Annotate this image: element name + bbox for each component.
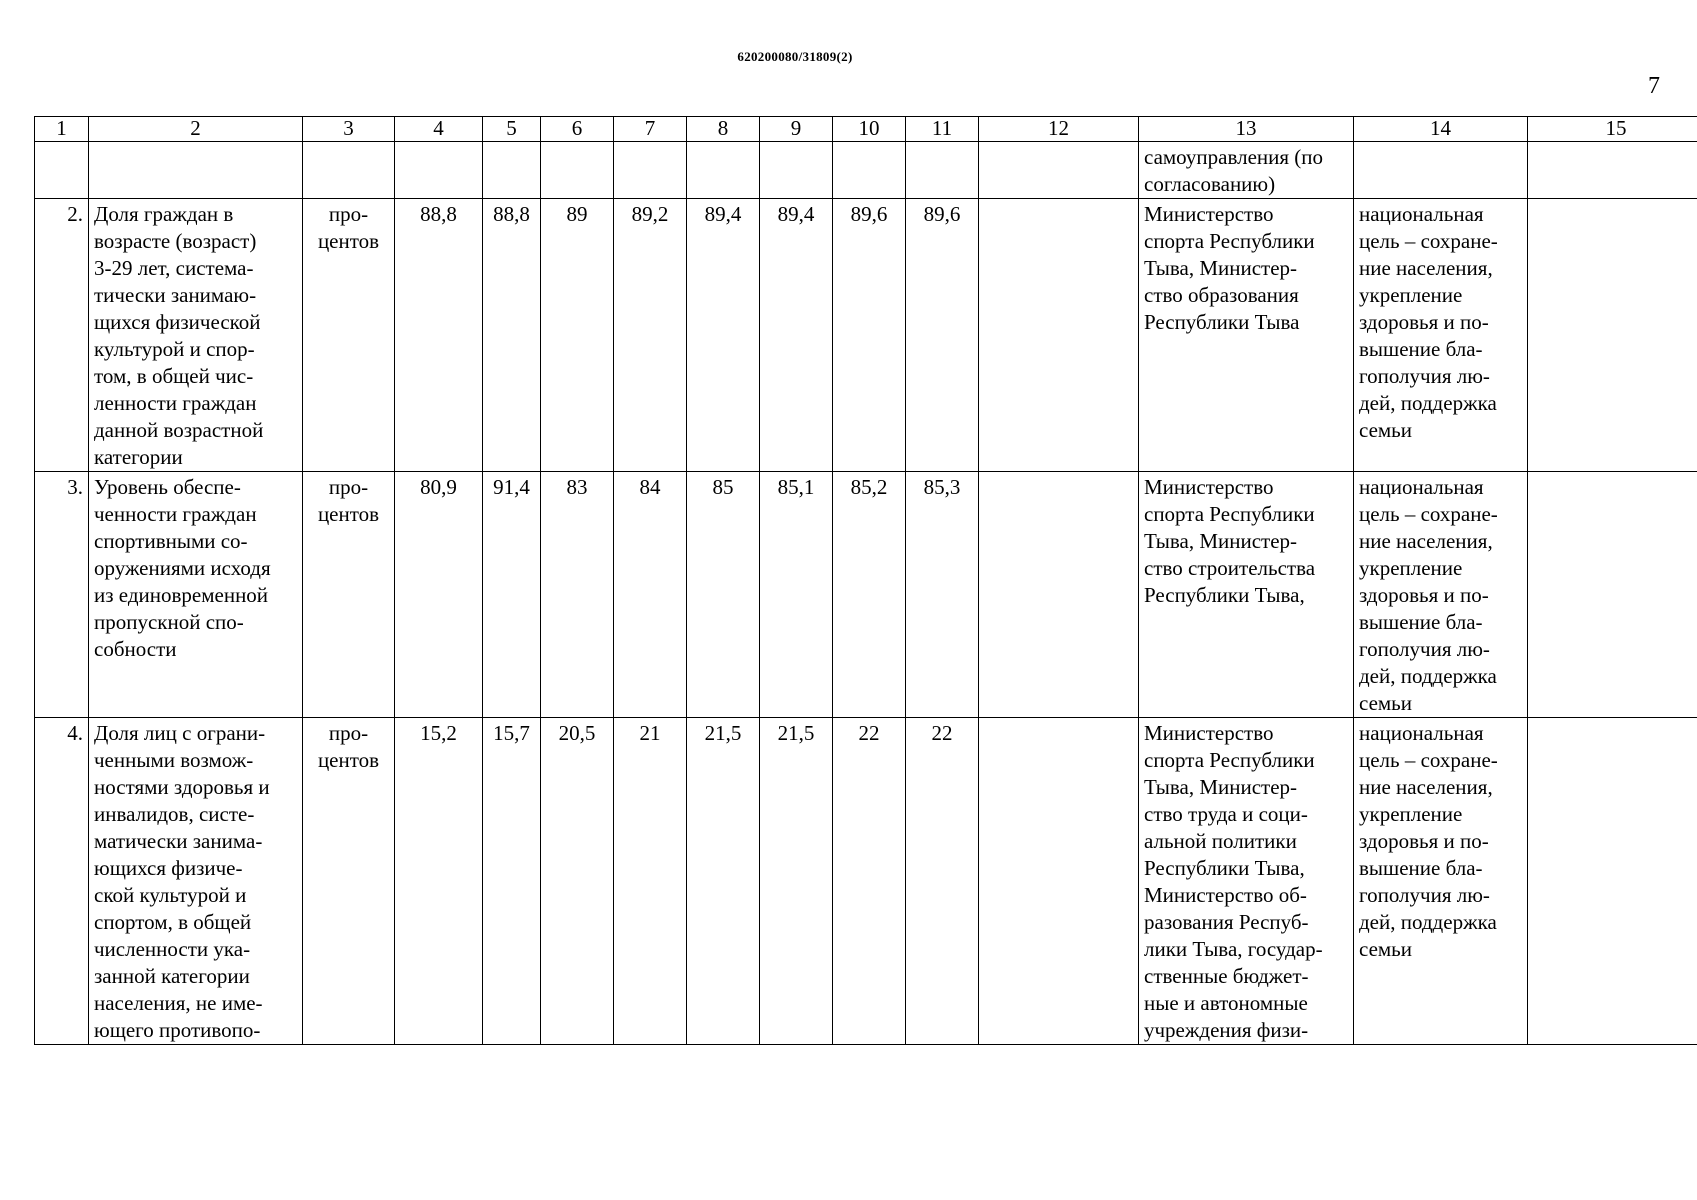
responsible-cell: Министерство спорта Республики Тыва, Министер- ство образования Республики Тыва <box>1139 199 1354 472</box>
column-number-row <box>35 117 1697 142</box>
value-cell: 85 <box>687 472 760 718</box>
value-cell: 91,4 <box>483 472 541 718</box>
indicators-table <box>34 116 1697 1045</box>
column-number: 2 <box>89 117 303 142</box>
responsible-cell: Министерство спорта Республики Тыва, Министер- ство строительства Республики Тыва, <box>1139 472 1354 718</box>
table-row <box>35 718 1697 1045</box>
table-row <box>35 199 1697 472</box>
value-cell <box>541 142 614 199</box>
value-cell: 89 <box>541 199 614 472</box>
value-cell: 20,5 <box>541 718 614 1045</box>
national-goal-cell: национальная цель – сохране- ние населения, укрепление здоровья и по- вышение бла- гополучия лю- дей, поддержка семьи <box>1354 718 1528 1045</box>
value-cell: 89,4 <box>760 199 833 472</box>
indicator-name: Доля лиц с ограни- ченными возмож- ностями здоровья и инвалидов, систе- матически занима- ющихся физиче- ской культурой и спортом, в общей численности ука- занной категории населения, не име- ющего противопо- <box>89 718 303 1045</box>
value-cell: 22 <box>906 718 979 1045</box>
value-cell: 83 <box>541 472 614 718</box>
column-12-cell <box>979 199 1139 472</box>
indicator-name: Уровень обеспе- ченности граждан спортивными со- оружениями исходя из единовременной пропускной спо- собности <box>89 472 303 718</box>
column-number: 4 <box>395 117 483 142</box>
column-number: 12 <box>979 117 1139 142</box>
value-cell: 22 <box>833 718 906 1045</box>
value-cell: 89,2 <box>614 199 687 472</box>
column-number: 15 <box>1528 117 1697 142</box>
column-15-cell <box>1528 199 1697 472</box>
value-cell: 21,5 <box>687 718 760 1045</box>
value-cell: 89,6 <box>906 199 979 472</box>
table-row <box>35 142 1697 199</box>
column-number: 8 <box>687 117 760 142</box>
value-cell <box>906 142 979 199</box>
value-cell: 85,3 <box>906 472 979 718</box>
column-number: 6 <box>541 117 614 142</box>
column-15-cell <box>1528 472 1697 718</box>
responsible-cell: самоуправления (по согласованию) <box>1139 142 1354 199</box>
value-cell: 88,8 <box>395 199 483 472</box>
unit: про- центов <box>303 472 395 718</box>
unit: про- центов <box>303 199 395 472</box>
value-cell <box>687 142 760 199</box>
column-12-cell <box>979 142 1139 199</box>
value-cell: 84 <box>614 472 687 718</box>
row-number: 3. <box>35 472 89 718</box>
column-number: 9 <box>760 117 833 142</box>
column-number: 11 <box>906 117 979 142</box>
column-number: 7 <box>614 117 687 142</box>
unit <box>303 142 395 199</box>
column-15-cell <box>1528 142 1697 199</box>
value-cell <box>395 142 483 199</box>
national-goal-cell <box>1354 142 1528 199</box>
value-cell <box>833 142 906 199</box>
table-row <box>35 472 1697 718</box>
row-number: 2. <box>35 199 89 472</box>
value-cell: 85,2 <box>833 472 906 718</box>
national-goal-cell: национальная цель – сохране- ние населения, укрепление здоровья и по- вышение бла- гополучия лю- дей, поддержка семьи <box>1354 472 1528 718</box>
column-number: 10 <box>833 117 906 142</box>
value-cell <box>614 142 687 199</box>
value-cell: 21,5 <box>760 718 833 1045</box>
value-cell: 15,2 <box>395 718 483 1045</box>
unit: про- центов <box>303 718 395 1045</box>
value-cell <box>483 142 541 199</box>
value-cell <box>760 142 833 199</box>
indicator-name: Доля граждан в возрасте (возраст) 3-29 лет, система- тически занимаю- щихся физической культурой и спор- том, в общей чис- ленности граждан данной возрастной категории <box>89 199 303 472</box>
column-12-cell <box>979 718 1139 1045</box>
value-cell: 80,9 <box>395 472 483 718</box>
column-number: 5 <box>483 117 541 142</box>
page-number: 7 <box>1648 73 1660 99</box>
value-cell: 85,1 <box>760 472 833 718</box>
national-goal-cell: национальная цель – сохране- ние населения, укрепление здоровья и по- вышение бла- гополучия лю- дей, поддержка семьи <box>1354 199 1528 472</box>
column-number: 13 <box>1139 117 1354 142</box>
value-cell: 15,7 <box>483 718 541 1045</box>
column-number: 14 <box>1354 117 1528 142</box>
document-id: 620200080/31809(2) <box>737 49 853 64</box>
column-number: 3 <box>303 117 395 142</box>
row-number: 4. <box>35 718 89 1045</box>
column-12-cell <box>979 472 1139 718</box>
value-cell: 21 <box>614 718 687 1045</box>
value-cell: 89,6 <box>833 199 906 472</box>
value-cell: 89,4 <box>687 199 760 472</box>
value-cell: 88,8 <box>483 199 541 472</box>
row-number <box>35 142 89 199</box>
column-15-cell <box>1528 718 1697 1045</box>
responsible-cell: Министерство спорта Республики Тыва, Министер- ство труда и соци- альной политики Республики Тыва, Министерство об- разования Респуб- лики Тыва, государ- ственные бюджет- ные и автономные учреждения физи- <box>1139 718 1354 1045</box>
column-number: 1 <box>35 117 89 142</box>
indicator-name <box>89 142 303 199</box>
